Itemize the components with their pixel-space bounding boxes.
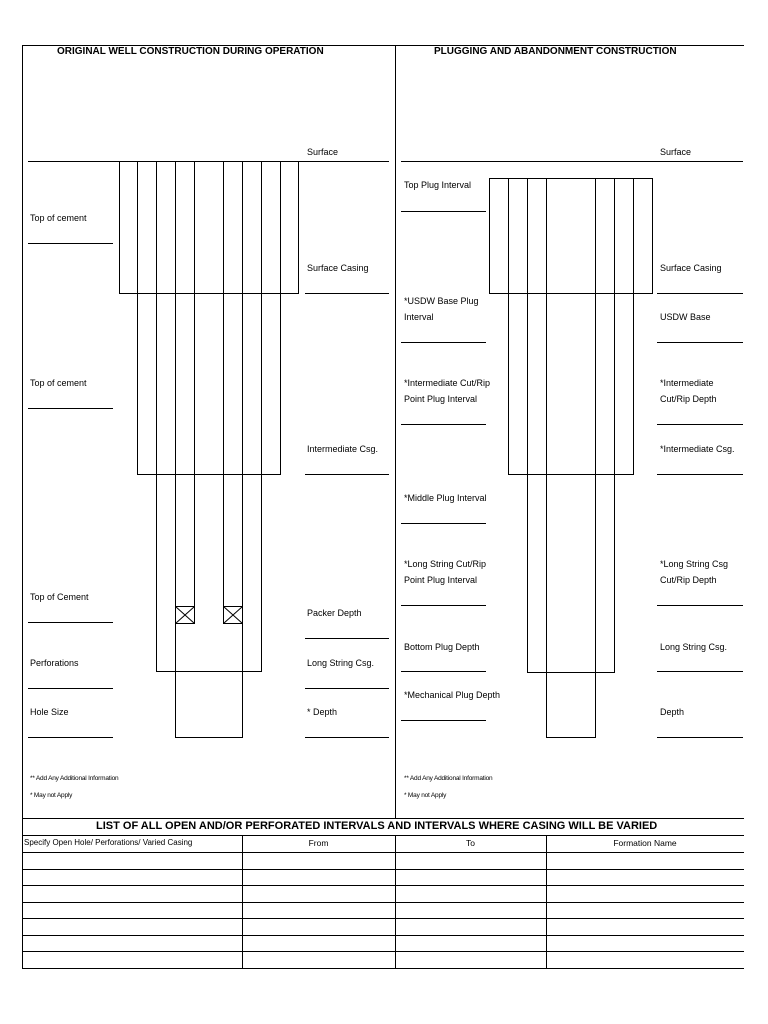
table-row-line — [22, 902, 744, 903]
column-header-type: Specify Open Hole/ Perforations/ Varied Casing — [24, 838, 193, 847]
right-section-title: PLUGGING AND ABANDONMENT CONSTRUCTION — [434, 46, 677, 57]
table-header-line — [22, 835, 744, 836]
right-int-cut-label-2: Point Plug Interval — [404, 394, 478, 404]
left-intermediate-csg-label: Intermediate Csg. — [307, 444, 379, 454]
right-surface-casing-field[interactable] — [657, 293, 743, 294]
left-hole-size-field[interactable] — [28, 737, 113, 738]
right-bottom-plug-label: Bottom Plug Depth — [404, 642, 480, 652]
right-usdw-plug-label-2: Interval — [404, 312, 434, 322]
right-long-cut-field[interactable] — [401, 605, 486, 606]
right-int-depth-field[interactable] — [657, 424, 743, 425]
right-mech-plug-field[interactable] — [401, 720, 486, 721]
left-perforations-label: Perforations — [30, 658, 79, 668]
table-row-line — [22, 951, 744, 952]
right-surface-label: Surface — [660, 147, 692, 157]
right-inner-casing — [546, 178, 596, 738]
left-top-cement-2-label: Top of cement — [30, 378, 87, 388]
column-header-formation: Formation Name — [613, 838, 677, 848]
right-long-depth-field[interactable] — [657, 605, 743, 606]
left-note-additional: ** Add Any Additional Information — [30, 775, 119, 782]
left-surface-casing-field[interactable] — [305, 293, 389, 294]
right-middle-plug-label: *Middle Plug Interval — [404, 493, 487, 503]
left-section-title: ORIGINAL WELL CONSTRUCTION DURING OPERATION — [57, 46, 324, 57]
right-bottom-plug-field[interactable] — [401, 671, 486, 672]
table-bottom-line — [22, 968, 744, 969]
right-usdw-plug-field[interactable] — [401, 342, 486, 343]
intervals-table-title: LIST OF ALL OPEN AND/OR PERFORATED INTERVALS AND INTERVALS WHERE CASING WILL BE VARIED — [96, 820, 658, 832]
table-row-line — [22, 935, 744, 936]
right-long-string-label: Long String Csg. — [660, 642, 728, 652]
left-long-string-label: Long String Csg. — [307, 658, 375, 668]
right-long-depth-label-1: *Long String Csg — [660, 559, 729, 569]
right-long-cut-label-2: Point Plug Interval — [404, 575, 478, 585]
left-depth-field[interactable] — [305, 737, 389, 738]
left-top-cement-3-label: Top of Cement — [30, 592, 89, 602]
left-packer-depth-field[interactable] — [305, 638, 389, 639]
right-note-may-not-apply: * May not Apply — [404, 792, 447, 799]
right-top-plug-field[interactable] — [401, 211, 486, 212]
right-int-cut-field[interactable] — [401, 424, 486, 425]
table-row-line — [22, 885, 744, 886]
left-long-string-field[interactable] — [305, 688, 389, 689]
right-long-depth-label-2: Cut/Rip Depth — [660, 575, 717, 585]
left-intermediate-csg-field[interactable] — [305, 474, 389, 475]
left-hole-size-label: Hole Size — [30, 707, 69, 717]
table-row-line — [22, 918, 744, 919]
left-packer-depth-label: Packer Depth — [307, 608, 362, 618]
right-int-depth-label-2: Cut/Rip Depth — [660, 394, 717, 404]
right-long-string-field[interactable] — [657, 671, 743, 672]
table-top-line — [22, 818, 744, 819]
left-surface-casing-label: Surface Casing — [307, 263, 369, 273]
right-depth-label: Depth — [660, 707, 685, 717]
column-header-to: To — [466, 838, 475, 848]
right-usdw-base-label: USDW Base — [660, 312, 711, 322]
right-int-cut-label-1: *Intermediate Cut/Rip — [404, 378, 491, 388]
right-top-plug-label: Top Plug Interval — [404, 180, 472, 190]
column-header-from: From — [308, 838, 329, 848]
left-note-may-not-apply: * May not Apply — [30, 792, 73, 799]
left-packer-icon-b — [224, 607, 243, 624]
left-top-cement-1-label: Top of cement — [30, 213, 87, 223]
right-note-additional: ** Add Any Additional Information — [404, 775, 493, 782]
right-long-cut-label-1: *Long String Cut/Rip — [404, 559, 487, 569]
table-row-line — [22, 869, 744, 870]
left-top-cement-3-field[interactable] — [28, 622, 113, 623]
right-int-depth-label-1: *Intermediate — [660, 378, 714, 388]
right-middle-plug-field[interactable] — [401, 523, 486, 524]
left-packer-icon-a — [176, 607, 195, 624]
left-top-cement-2-field[interactable] — [28, 408, 113, 409]
right-usdw-base-field[interactable] — [657, 342, 743, 343]
left-top-cement-1-field[interactable] — [28, 243, 113, 244]
right-surface-casing-label: Surface Casing — [660, 263, 722, 273]
left-perforations-field[interactable] — [28, 688, 113, 689]
left-depth-label: * Depth — [307, 707, 338, 717]
table-row-line — [22, 852, 744, 853]
right-usdw-plug-label-1: *USDW Base Plug — [404, 296, 479, 306]
right-depth-field[interactable] — [657, 737, 743, 738]
right-surface-line — [401, 161, 743, 162]
right-int-csg-field[interactable] — [657, 474, 743, 475]
right-int-csg-label: *Intermediate Csg. — [660, 444, 735, 454]
left-surface-label: Surface — [307, 147, 339, 157]
right-mech-plug-label: *Mechanical Plug Depth — [404, 690, 501, 700]
